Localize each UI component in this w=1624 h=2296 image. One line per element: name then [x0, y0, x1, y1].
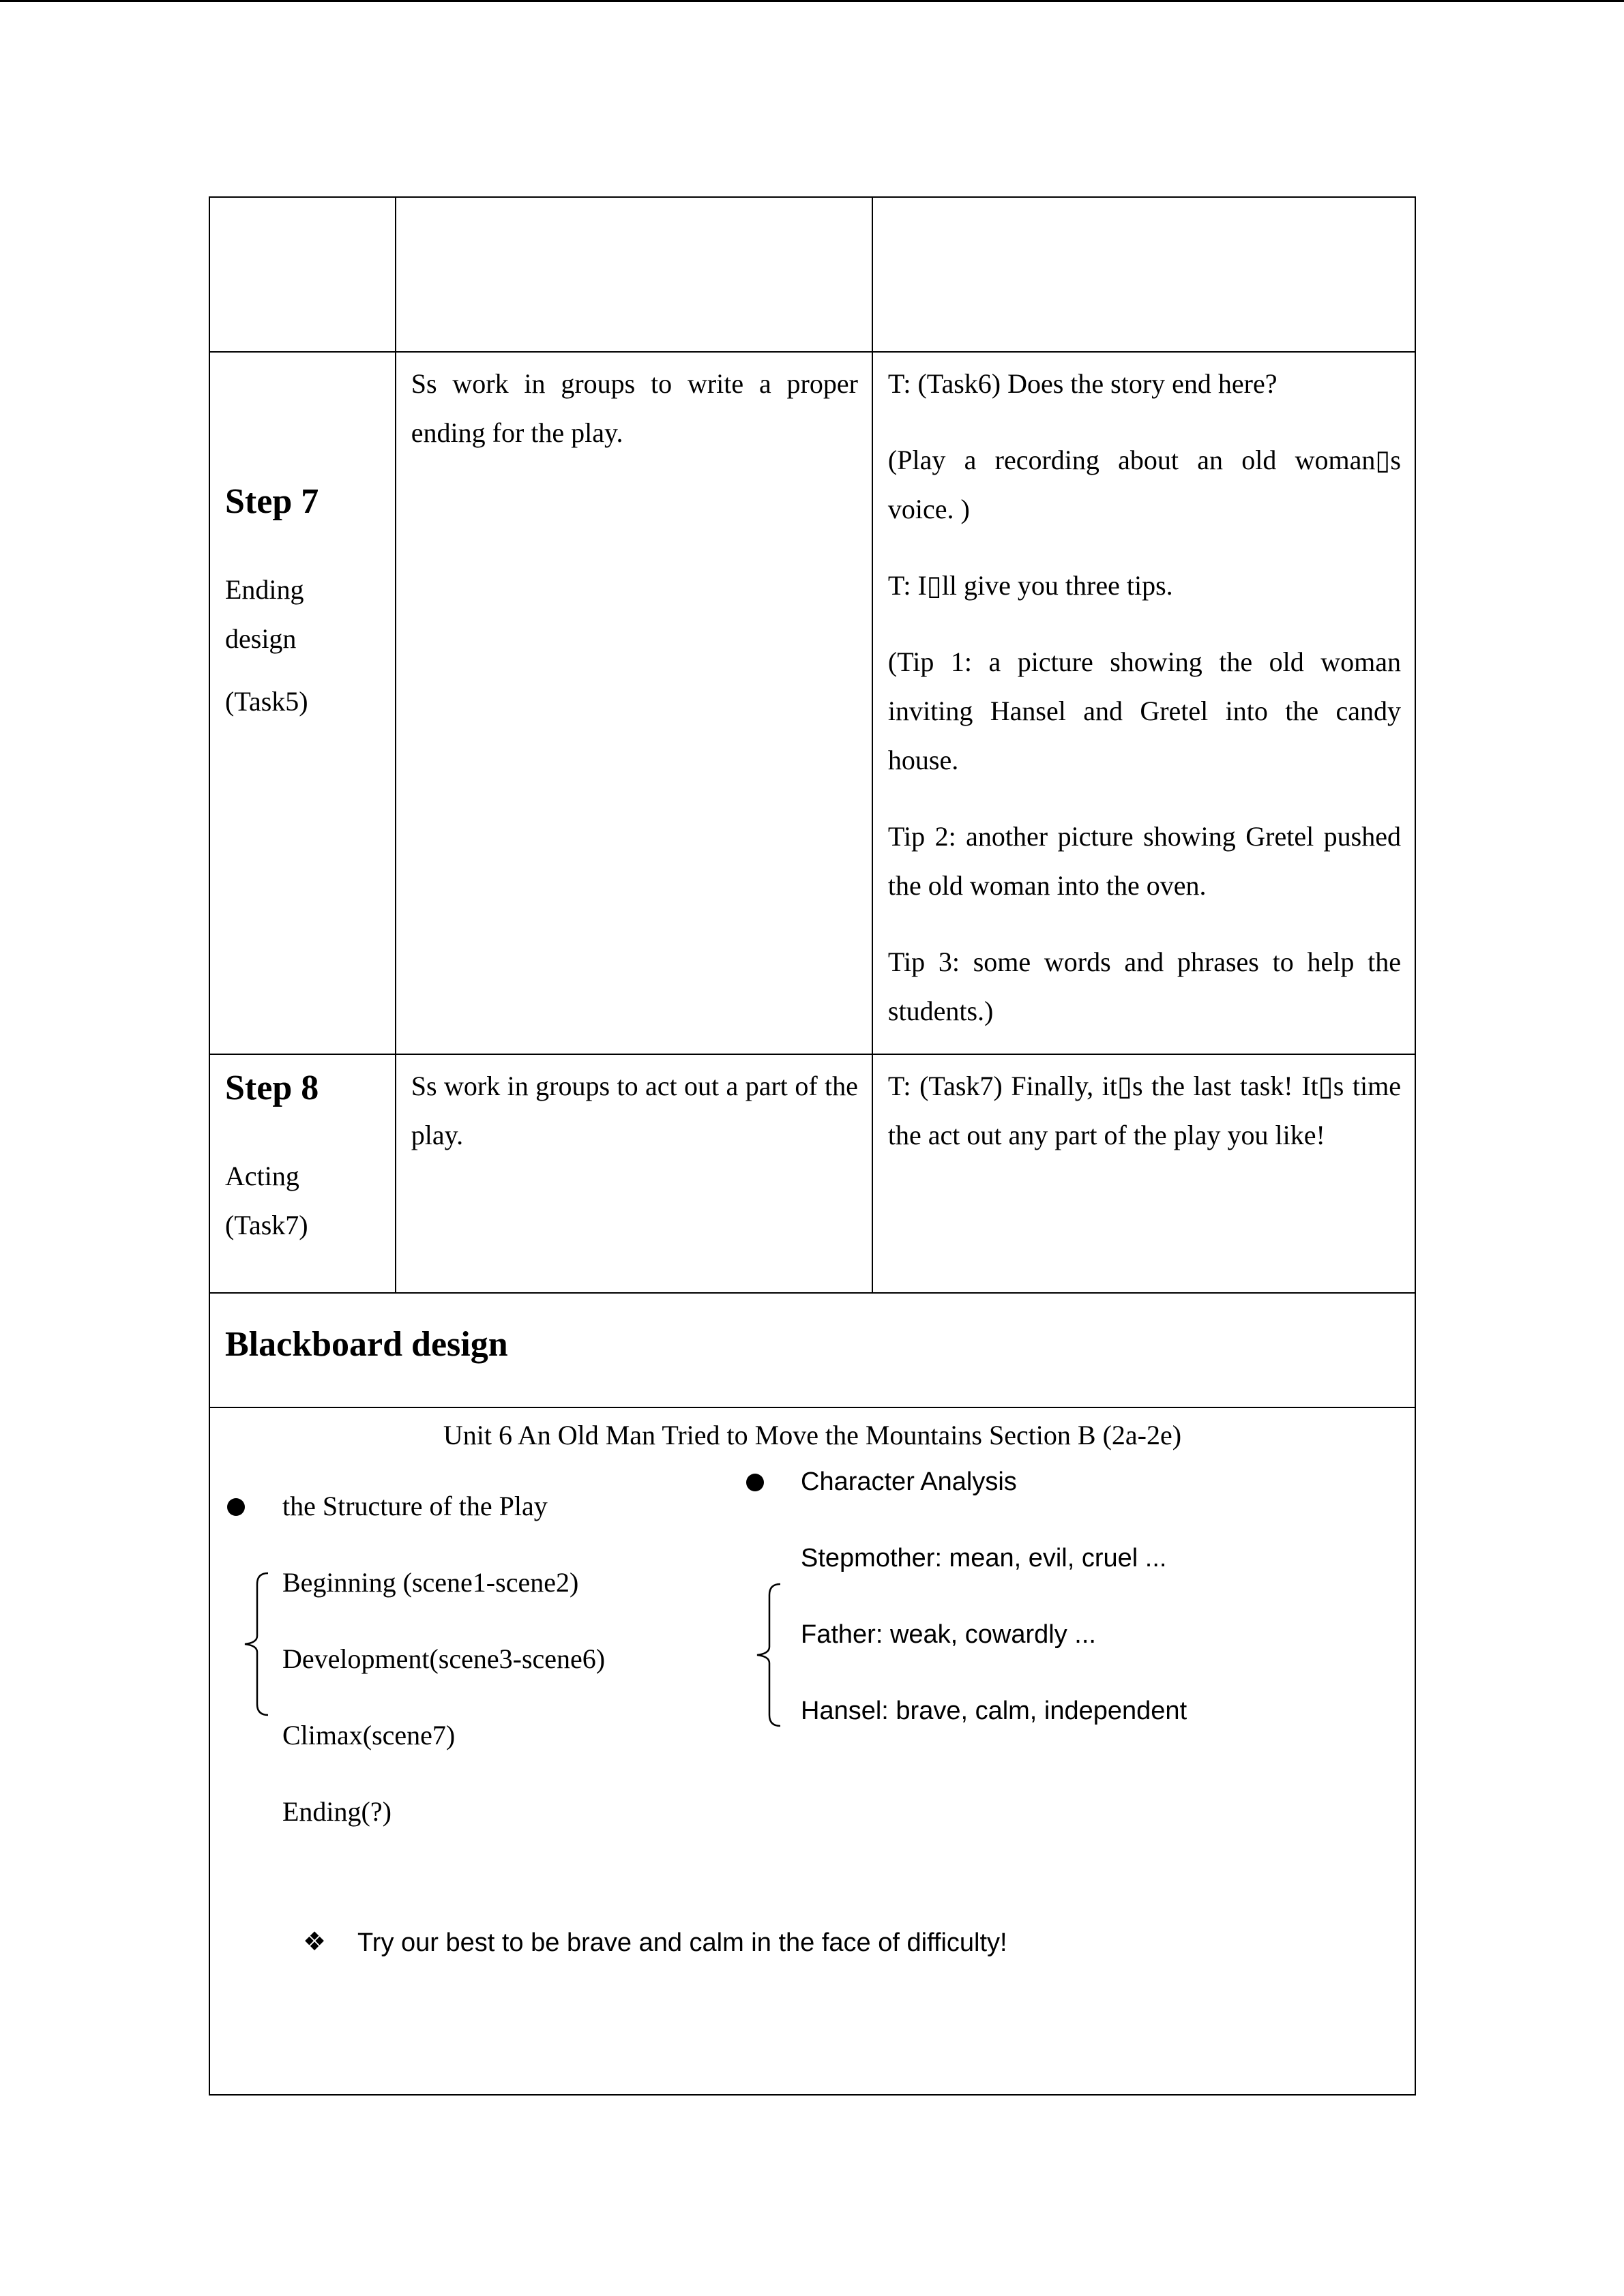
step7-student-activity: Ss work in groups to write a proper ending for the play.: [411, 368, 858, 448]
structure-heading: the Structure of the Play: [282, 1491, 548, 1521]
step8-title: Step 8: [225, 1069, 319, 1107]
step7-label-cell: [209, 352, 396, 1054]
left-brace-icon: [241, 1572, 282, 1716]
step8-teacher-activity-cell: [872, 1054, 1415, 1293]
table-row-blackboard-content: [209, 1407, 1415, 2095]
blackboard-heading: Blackboard design: [225, 1325, 508, 1364]
step7-teacher-para: T: I▯ll give you three tips.: [887, 570, 1173, 601]
step7-subtitle-line2: design: [225, 623, 297, 654]
step7-teacher-para: (Tip 1: a picture showing the old woman inviting Hansel and Gretel into the candy house.: [887, 646, 1401, 775]
motto-text: Try our best to be brave and calm in the face of difficulty!: [357, 1928, 1007, 1957]
step7-teacher-para: (Play a recording about an old woman▯s voice. ): [887, 445, 1401, 524]
right-brace-icon: [753, 1583, 794, 1727]
step7-teacher-para: Tip 3: some words and phrases to help the students.): [887, 946, 1401, 1026]
step8-task: (Task7): [225, 1210, 308, 1240]
character-heading: Character Analysis: [801, 1467, 1017, 1496]
step7-teacher-para: T: (Task6) Does the story end here?: [887, 368, 1278, 399]
step8-subtitle: Acting: [225, 1161, 299, 1191]
empty-cell: [396, 197, 872, 352]
step8-student-activity: Ss work in groups to act out a part of the play.: [411, 1071, 858, 1150]
structure-item: Climax(scene7): [282, 1720, 456, 1750]
step7-title: Step 7: [225, 482, 319, 521]
structure-item: Development(scene3-scene6): [282, 1643, 606, 1674]
table-row-blackboard-heading: [209, 1293, 1415, 1407]
blackboard-heading-cell: [209, 1293, 1415, 1407]
step7-teacher-para: Tip 2: another picture showing Gretel pushed the old woman into the oven.: [887, 821, 1401, 901]
unit-title: Unit 6 An Old Man Tried to Move the Mountains Section B (2a-2e): [443, 1420, 1182, 1450]
step8-student-activity-cell: [396, 1054, 872, 1293]
table-row-step7: [209, 352, 1415, 1054]
page-top-border: [0, 0, 1624, 2]
character-item: Hansel: brave, calm, independent: [801, 1697, 1187, 1725]
character-item: Father: weak, cowardly ...: [801, 1620, 1096, 1649]
bullet-icon: [227, 1498, 245, 1516]
blackboard-content-cell: [209, 1407, 1415, 2095]
structure-item: Ending(?): [282, 1796, 392, 1827]
step8-label-cell: [209, 1054, 396, 1293]
empty-cell: [872, 197, 1415, 352]
step7-task: (Task5): [225, 686, 308, 717]
lesson-plan-table: [209, 196, 1416, 2096]
empty-cell: [209, 197, 396, 352]
structure-item: Beginning (scene1-scene2): [282, 1567, 579, 1598]
character-item-clipped: [801, 1686, 1278, 1725]
step7-student-activity-cell: [396, 352, 872, 1054]
character-item: Stepmother: mean, evil, cruel ...: [801, 1544, 1167, 1572]
step8-teacher-activity: T: (Task7) Finally, it▯s the last task! It▯s time the act out any part of the play you like!: [887, 1071, 1401, 1150]
motto-symbol-icon: ❖: [303, 1926, 327, 1956]
table-row-empty: [209, 197, 1415, 352]
step7-subtitle-line1: Ending: [225, 574, 304, 605]
step7-teacher-activity-cell: [872, 352, 1415, 1054]
bullet-icon: [746, 1474, 764, 1491]
table-row-step8: [209, 1054, 1415, 1293]
